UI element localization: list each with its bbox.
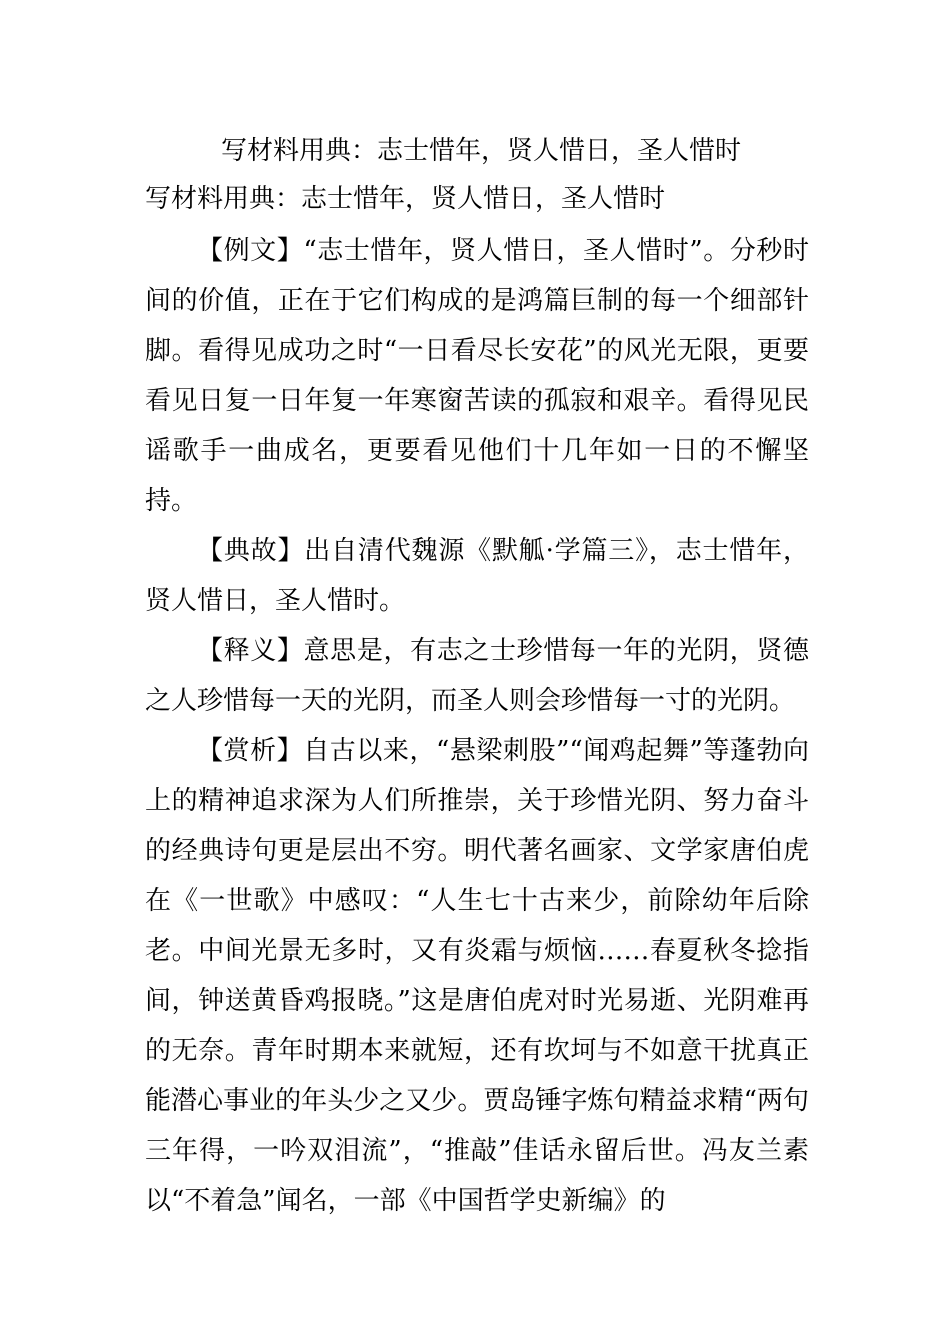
- paragraph-meaning: 【释义】意思是，有志之士珍惜每一年的光阴，贤德之人珍惜每一天的光阴，而圣人则会珍惜每一寸的光阴。: [145, 636, 809, 716]
- paragraph-allusion: 【典故】出自清代魏源《默觚·学篇三》，志士惜年，贤人惜日，圣人惜时。: [145, 536, 809, 616]
- document-subtitle: 写材料用典：志士惜年，贤人惜日，圣人惜时: [145, 184, 666, 214]
- paragraph-example: 【例文】“志士惜年，贤人惜日，圣人惜时”。分秒时间的价值，正在于它们构成的是鸿篇巨制的每一个细部针脚。看得见成功之时“一日看尽长安花”的风光无限，更要看见日复一日年复一年寒窗苦读的孤寂和艰辛。看得见民谣歌手一曲成名，更要看见他们十几年如一日的不懈坚持。: [145, 236, 809, 516]
- paragraph-appreciation: 【赏析】自古以来，“悬梁刺股”“闻鸡起舞”等蓬勃向上的精神追求深为人们所推崇，关于珍惜光阴、努力奋斗的经典诗句更是层出不穷。明代著名画家、文学家唐伯虎在《一世歌》中感叹：“人生七十古来少，前除幼年后除老。中间光景无多时，又有炎霜与烦恼……春夏秋冬捻指间，钟送黄昏鸡报晓。”这是唐伯虎对时光易逝、光阴难再的无奈。青年时期本来就短，还有坎坷与不如意干扰真正能潜心事业的年头少之又少。贾岛锤字炼句精益求精“两句三年得，一吟双泪流”，“推敲”佳话永留后世。冯友兰素以“不着急”闻名，一部《中国哲学史新编》的: [145, 736, 809, 1216]
- document-body: [145, 226, 809, 1226]
- document-title: 写材料用典：志士惜年，贤人惜日，圣人惜时: [221, 136, 742, 166]
